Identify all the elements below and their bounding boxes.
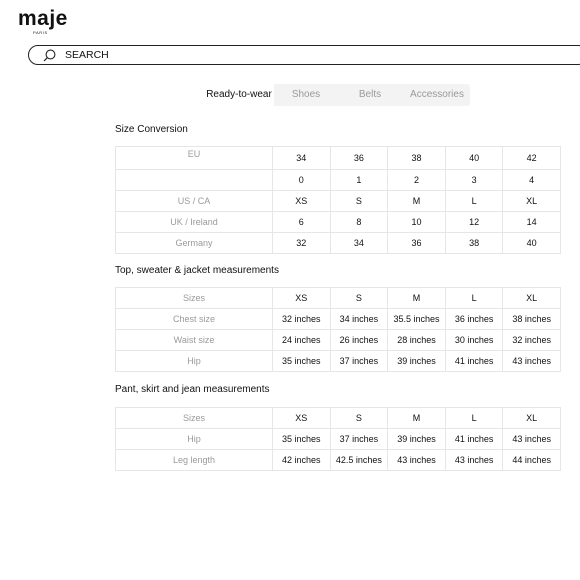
table-row — [116, 408, 561, 429]
table-cell: 35 inches — [273, 429, 331, 450]
table-row — [116, 212, 561, 233]
table-cell: 39 inches — [388, 351, 446, 372]
row-label: Waist size — [116, 330, 273, 351]
table-cell: 40 — [445, 147, 503, 170]
table-cell: 6 — [273, 212, 331, 233]
tab-ready-to-wear[interactable]: Ready-to-wear — [204, 84, 274, 106]
table-row — [116, 429, 561, 450]
row-label: US / CA — [116, 191, 273, 212]
table-cell: XS — [273, 288, 331, 309]
table-cell: 44 inches — [503, 450, 561, 471]
table-cell: 8 — [330, 212, 388, 233]
table-cell: M — [388, 408, 446, 429]
table-cell: 26 inches — [330, 330, 388, 351]
table-cell: L — [445, 191, 503, 212]
table-cell: 38 inches — [503, 309, 561, 330]
table-cell: 36 inches — [445, 309, 503, 330]
table-row — [116, 147, 561, 170]
row-label: UK / Ireland — [116, 212, 273, 233]
brand-name: maje — [18, 7, 68, 30]
search-input[interactable] — [65, 48, 365, 62]
table-cell: 43 inches — [503, 351, 561, 372]
table-cell: S — [330, 408, 388, 429]
tab-accessories[interactable]: Accessories — [410, 89, 464, 100]
table-cell: 2 — [388, 170, 446, 191]
tops-measurements-title: Top, sweater & jacket measurements — [115, 265, 279, 276]
table-cell: 12 — [445, 212, 503, 233]
table-cell: 14 — [503, 212, 561, 233]
table-cell: 42 — [503, 147, 561, 170]
table-cell: XL — [503, 191, 561, 212]
table-cell: S — [330, 191, 388, 212]
table-row — [116, 351, 561, 372]
table-row — [116, 450, 561, 471]
table-cell: 32 inches — [273, 309, 331, 330]
tops-measurements-table — [115, 287, 561, 372]
table-cell: 24 inches — [273, 330, 331, 351]
category-tabs — [204, 84, 470, 106]
table-cell: 36 — [330, 147, 388, 170]
row-label: Leg length — [116, 450, 273, 471]
size-conversion-title: Size Conversion — [115, 124, 188, 135]
table-cell: M — [388, 288, 446, 309]
table-cell: 32 — [273, 233, 331, 254]
table-row — [116, 170, 561, 191]
tab-shoes[interactable]: Shoes — [291, 89, 321, 100]
brand-logo[interactable] — [18, 7, 68, 35]
table-cell: 43 inches — [503, 429, 561, 450]
brand-tagline: PARIS — [33, 30, 48, 35]
row-label: Hip — [116, 351, 273, 372]
table-row — [116, 309, 561, 330]
row-label: Germany — [116, 233, 273, 254]
table-row — [116, 330, 561, 351]
table-cell: 38 — [388, 147, 446, 170]
table-cell: 35 inches — [273, 351, 331, 372]
pants-measurements-title: Pant, skirt and jean measurements — [115, 384, 270, 395]
row-label: Sizes — [116, 408, 273, 429]
table-cell: 0 — [273, 170, 331, 191]
table-cell: 42 inches — [273, 450, 331, 471]
row-label — [116, 170, 273, 191]
table-cell: XS — [273, 191, 331, 212]
table-cell: 36 — [388, 233, 446, 254]
table-row — [116, 191, 561, 212]
table-cell: XS — [273, 408, 331, 429]
table-cell: XL — [503, 288, 561, 309]
table-cell: 4 — [503, 170, 561, 191]
table-cell: 3 — [445, 170, 503, 191]
search-icon[interactable] — [43, 49, 56, 62]
tab-belts[interactable]: Belts — [358, 89, 382, 100]
table-cell: S — [330, 288, 388, 309]
table-cell: 35.5 inches — [388, 309, 446, 330]
size-conversion-table — [115, 146, 561, 254]
table-cell: 10 — [388, 212, 446, 233]
table-cell: 43 inches — [388, 450, 446, 471]
table-cell: L — [445, 288, 503, 309]
search-bar[interactable] — [28, 45, 580, 65]
table-cell: 37 inches — [330, 351, 388, 372]
table-row — [116, 288, 561, 309]
table-cell: 43 inches — [445, 450, 503, 471]
table-cell: 34 — [273, 147, 331, 170]
pants-measurements-table — [115, 407, 561, 471]
table-cell: 32 inches — [503, 330, 561, 351]
row-label: EU — [116, 147, 273, 170]
table-cell: M — [388, 191, 446, 212]
table-cell: 30 inches — [445, 330, 503, 351]
row-label: Chest size — [116, 309, 273, 330]
table-cell: 39 inches — [388, 429, 446, 450]
table-cell: 28 inches — [388, 330, 446, 351]
table-cell: 42.5 inches — [330, 450, 388, 471]
table-cell: 38 — [445, 233, 503, 254]
row-label: Sizes — [116, 288, 273, 309]
table-cell: XL — [503, 408, 561, 429]
table-cell: 34 — [330, 233, 388, 254]
table-cell: 41 inches — [445, 351, 503, 372]
table-cell: L — [445, 408, 503, 429]
row-label: Hip — [116, 429, 273, 450]
table-cell: 37 inches — [330, 429, 388, 450]
table-row — [116, 233, 561, 254]
table-cell: 34 inches — [330, 309, 388, 330]
table-cell: 40 — [503, 233, 561, 254]
table-cell: 41 inches — [445, 429, 503, 450]
table-cell: 1 — [330, 170, 388, 191]
